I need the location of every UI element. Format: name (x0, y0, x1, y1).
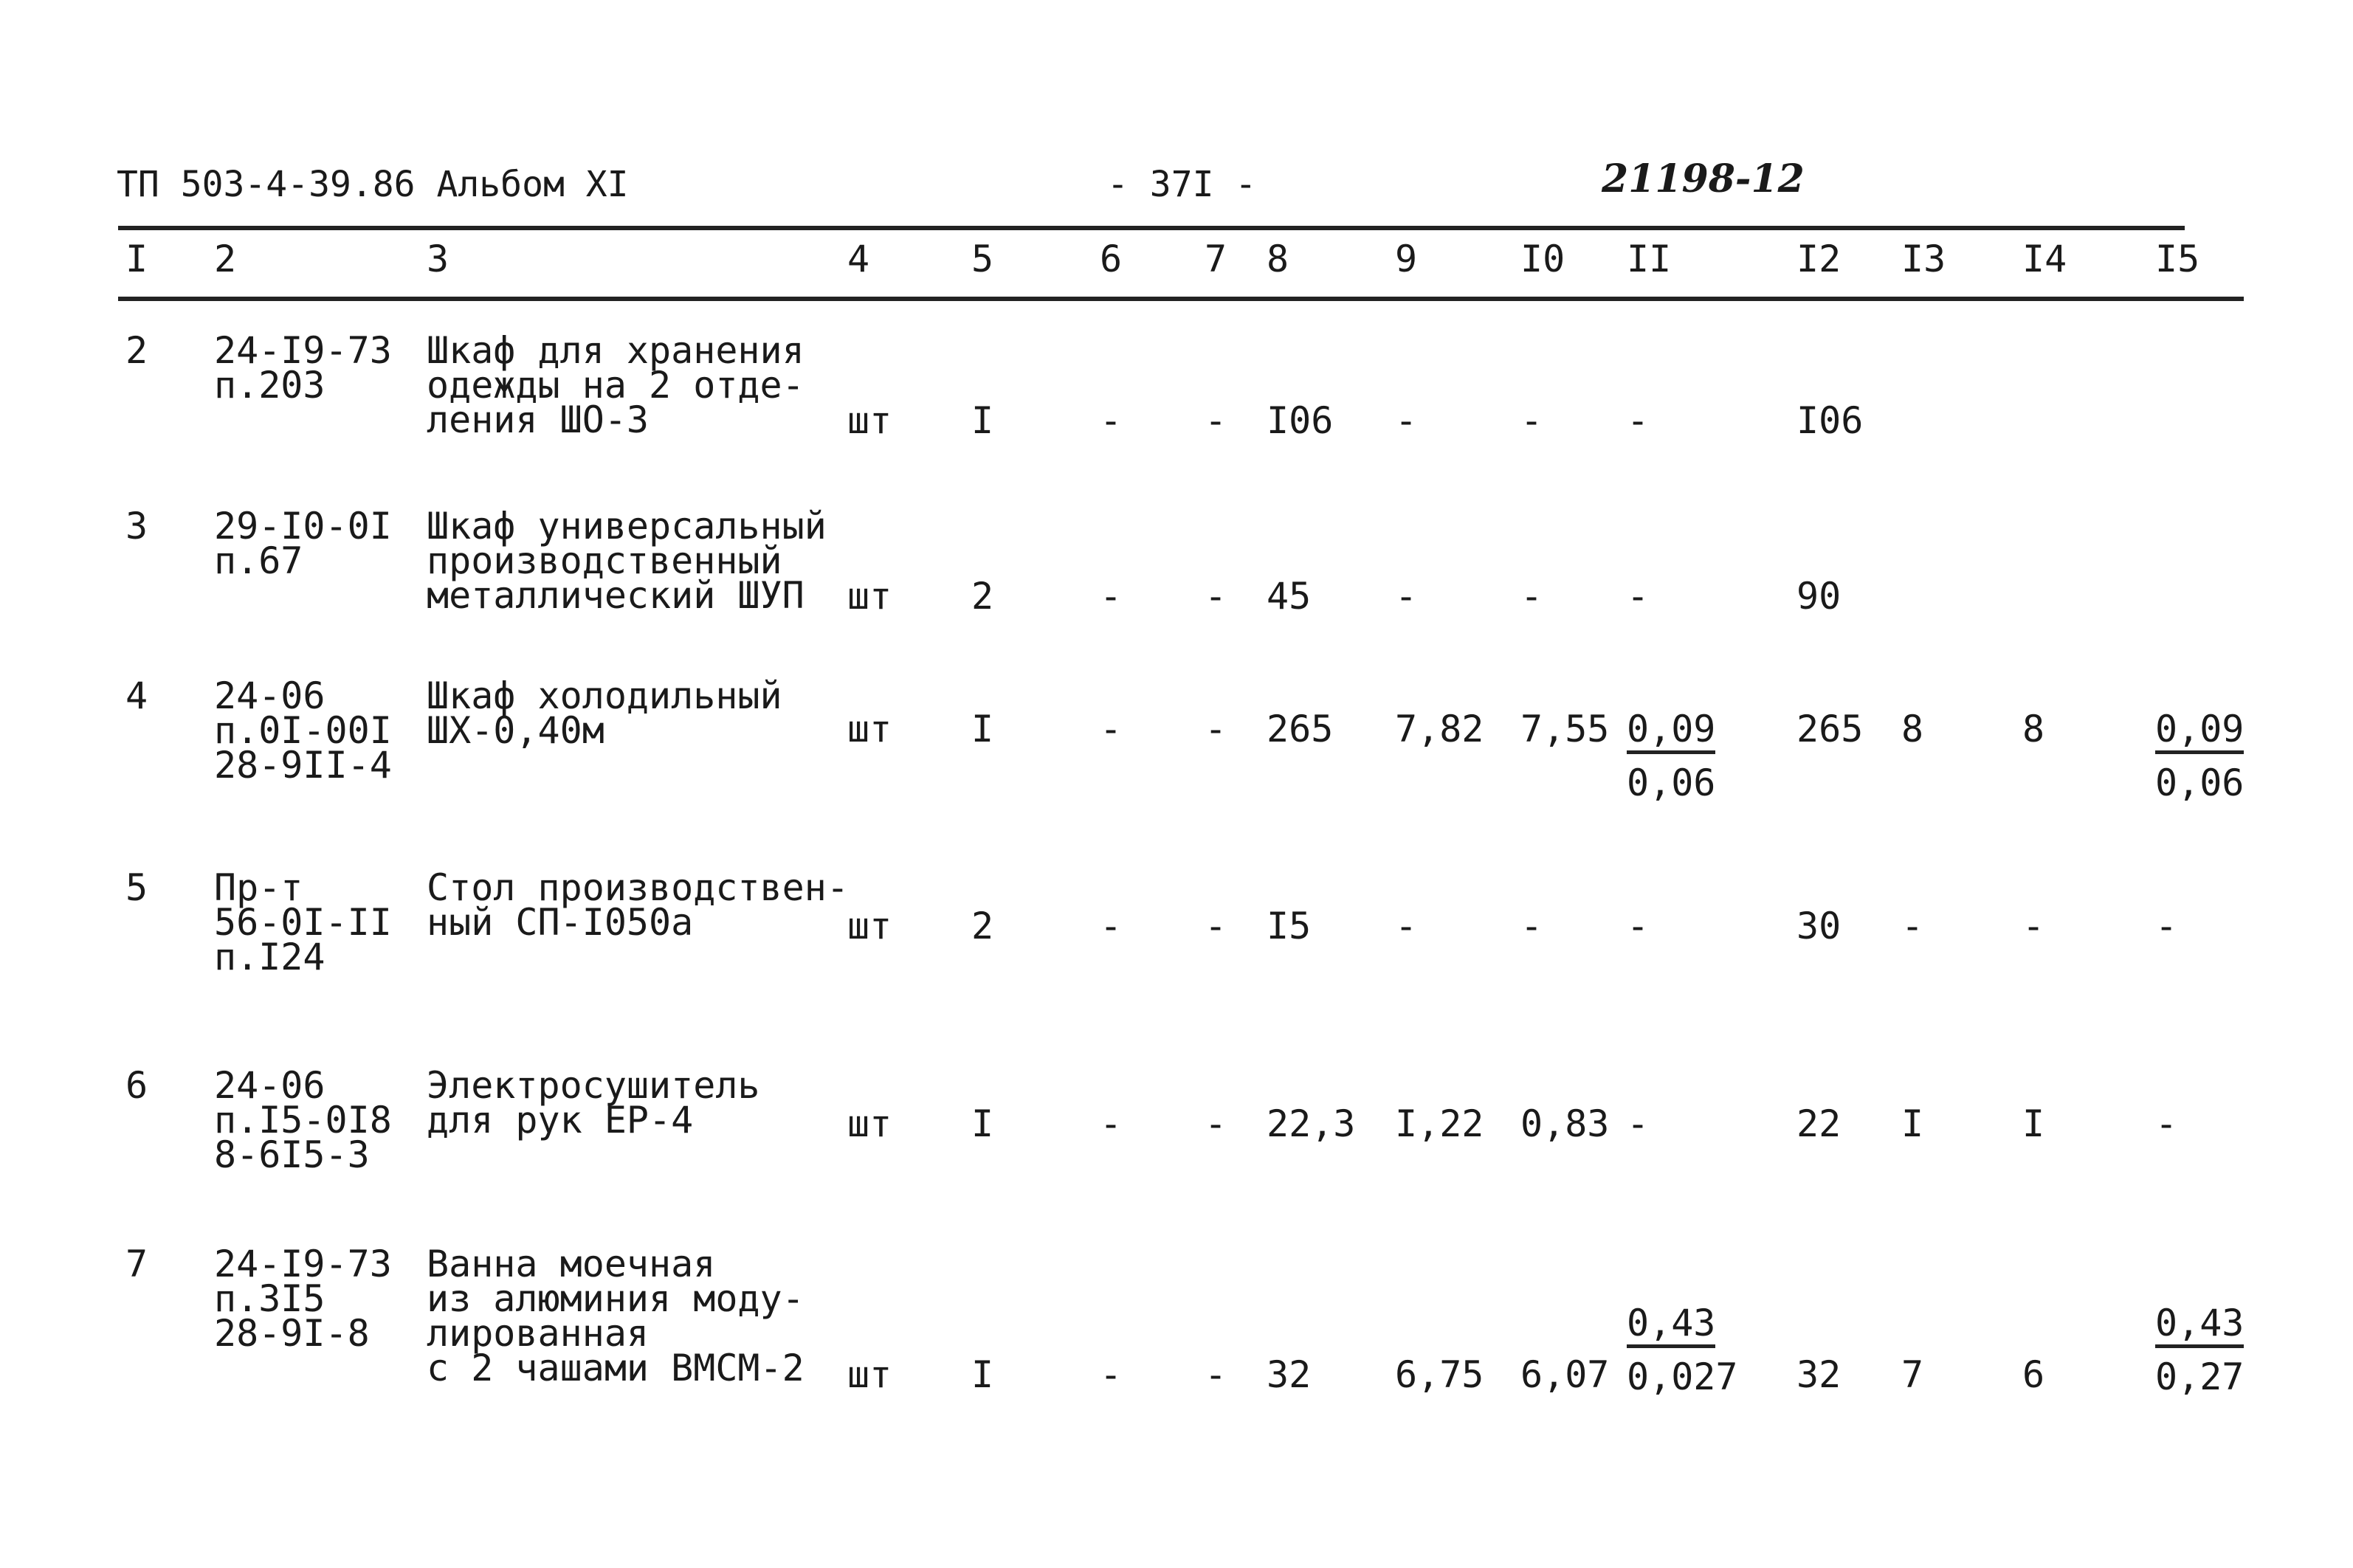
cell-c11: - (1627, 399, 1650, 442)
catalog-code: п.67 (214, 539, 303, 582)
catalog-code: 56-0I-II (214, 901, 392, 944)
cell-unit: шт (847, 708, 892, 750)
cell-c12: 90 (1796, 575, 1842, 618)
catalog-code: 24-06 (214, 1064, 325, 1107)
column-header-4: 4 (847, 238, 870, 280)
cell-c8: 265 (1267, 708, 1334, 750)
row-number: 4 (125, 674, 148, 717)
item-name: металлический ШУП (427, 574, 805, 617)
column-header-7: 7 (1205, 238, 1227, 280)
item-name: ления ШО-3 (427, 398, 650, 441)
cell-c6: - (1100, 575, 1123, 618)
cell-c9: - (1395, 399, 1418, 442)
cell-c9: 6,75 (1395, 1353, 1484, 1396)
cell-c13: I (1901, 1102, 1924, 1145)
cell-c12: I06 (1796, 399, 1864, 442)
cell-c7: - (1205, 1353, 1227, 1396)
cell-c10: 7,55 (1520, 708, 1610, 750)
item-name: с 2 чашами ВМСМ-2 (427, 1347, 805, 1389)
cell-c13: 8 (1901, 708, 1924, 750)
column-header-9: 9 (1395, 238, 1418, 280)
cell-c14: 6 (2022, 1353, 2045, 1396)
column-header-11: II (1627, 238, 1672, 280)
item-name: Шкаф холодильный (427, 674, 782, 717)
row-number: 7 (125, 1243, 148, 1285)
cell-c7: - (1205, 575, 1227, 618)
cell-c10: 6,07 (1520, 1353, 1610, 1396)
item-name: ный СП-I050а (427, 901, 694, 944)
cell-qty: I (971, 1353, 994, 1396)
catalog-code: 24-06 (214, 674, 325, 717)
column-header-3: 3 (427, 238, 449, 280)
fraction-denominator: 0,06 (1627, 761, 1716, 804)
cell-unit: шт (847, 1102, 892, 1145)
fraction-denominator: 0,27 (2155, 1355, 2245, 1398)
cell-qty: 2 (971, 575, 994, 618)
document-reference: ТП 503-4-39.86 Альбом XI (117, 164, 629, 205)
cell-c11: - (1627, 905, 1650, 947)
top-rule (118, 226, 2185, 230)
cell-c12: 265 (1796, 708, 1864, 750)
cell-c8: 45 (1267, 575, 1312, 618)
item-name: Шкаф универсальный (427, 505, 827, 548)
cell-c15: - (2155, 1102, 2178, 1145)
item-name: лированная (427, 1312, 650, 1355)
cell-c10: - (1520, 905, 1543, 947)
cell-c7: - (1205, 708, 1227, 750)
column-header-10: I0 (1520, 238, 1565, 280)
cell-c7: - (1205, 399, 1227, 442)
fraction-value (2155, 708, 2245, 804)
cell-c8: 22,3 (1267, 1102, 1356, 1145)
catalog-code: п.0I-00I (214, 709, 392, 752)
page-number: - 37I - (1107, 164, 1257, 205)
cell-c6: - (1100, 905, 1123, 947)
catalog-code: Пр-т (214, 866, 303, 909)
fraction-numerator: 0,43 (2155, 1305, 2244, 1348)
handwritten-number: 21198-12 (1602, 156, 1805, 201)
fraction-value (1627, 708, 1716, 804)
cell-qty: I (971, 399, 994, 442)
column-header-6: 6 (1100, 238, 1123, 280)
cell-c14: 8 (2022, 708, 2045, 750)
column-header-5: 5 (971, 238, 994, 280)
fraction-value (2155, 1302, 2245, 1398)
catalog-code: п.3I5 (214, 1277, 325, 1320)
cell-c11: - (1627, 575, 1650, 618)
catalog-code: п.203 (214, 364, 325, 407)
fraction-value (1627, 1302, 1738, 1398)
cell-c9: 7,82 (1395, 708, 1484, 750)
cell-unit: шт (847, 399, 892, 442)
cell-c14: - (2022, 905, 2045, 947)
row-number: 6 (125, 1064, 148, 1107)
catalog-code: п.I5-0I8 (214, 1099, 392, 1142)
cell-c10: 0,83 (1520, 1102, 1610, 1145)
catalog-code: 28-9I-8 (214, 1312, 370, 1355)
column-header-12: I2 (1796, 238, 1842, 280)
column-header-2: 2 (214, 238, 237, 280)
cell-c7: - (1205, 905, 1227, 947)
cell-qty: I (971, 708, 994, 750)
cell-c8: I5 (1267, 905, 1312, 947)
cell-c6: - (1100, 708, 1123, 750)
row-number: 3 (125, 505, 148, 548)
cell-c8: 32 (1267, 1353, 1312, 1396)
cell-c6: - (1100, 1102, 1123, 1145)
column-header-14: I4 (2022, 238, 2067, 280)
cell-unit: шт (847, 905, 892, 947)
item-name: одежды на 2 отде- (427, 364, 805, 407)
cell-c10: - (1520, 399, 1543, 442)
item-name: Шкаф для хранения (427, 329, 805, 372)
catalog-code: 8-6I5-3 (214, 1133, 370, 1176)
cell-c11: - (1627, 1102, 1650, 1145)
column-header-15: I5 (2155, 238, 2200, 280)
catalog-code: 24-I9-73 (214, 329, 392, 372)
catalog-code: 28-9II-4 (214, 744, 392, 787)
fraction-numerator: 0,09 (1627, 711, 1715, 754)
cell-c13: 7 (1901, 1353, 1924, 1396)
cell-c13: - (1901, 905, 1924, 947)
cell-c9: - (1395, 575, 1418, 618)
fraction-denominator: 0,06 (2155, 761, 2245, 804)
catalog-code: 24-I9-73 (214, 1243, 392, 1285)
cell-c9: I,22 (1395, 1102, 1484, 1145)
item-name: Ванна моечная (427, 1243, 716, 1285)
column-header-8: 8 (1267, 238, 1289, 280)
cell-unit: шт (847, 1353, 892, 1396)
catalog-code: 29-I0-0I (214, 505, 392, 548)
cell-c6: - (1100, 1353, 1123, 1396)
cell-c7: - (1205, 1102, 1227, 1145)
row-number: 5 (125, 866, 148, 909)
item-name: из алюминия моду- (427, 1277, 805, 1320)
cell-qty: I (971, 1102, 994, 1145)
item-name: для рук ЕР-4 (427, 1099, 694, 1142)
item-name: Стол производствен- (427, 866, 849, 909)
cell-c10: - (1520, 575, 1543, 618)
catalog-code: п.I24 (214, 936, 325, 978)
cell-qty: 2 (971, 905, 994, 947)
fraction-numerator: 0,43 (1627, 1305, 1715, 1348)
item-name: Электросушитель (427, 1064, 760, 1107)
fraction-numerator: 0,09 (2155, 711, 2244, 754)
cell-c15: - (2155, 905, 2178, 947)
cell-c12: 22 (1796, 1102, 1842, 1145)
row-number: 2 (125, 329, 148, 372)
cell-unit: шт (847, 575, 892, 618)
cell-c6: - (1100, 399, 1123, 442)
item-name: ШХ-0,40м (427, 709, 604, 752)
cell-c12: 32 (1796, 1353, 1842, 1396)
item-name: производственный (427, 539, 782, 582)
cell-c12: 30 (1796, 905, 1842, 947)
column-header-13: I3 (1901, 238, 1946, 280)
fraction-denominator: 0,027 (1627, 1355, 1738, 1398)
cell-c9: - (1395, 905, 1418, 947)
column-header-1: I (125, 238, 148, 280)
cell-c14: I (2022, 1102, 2045, 1145)
cell-c8: I06 (1267, 399, 1334, 442)
header-rule (118, 297, 2244, 301)
